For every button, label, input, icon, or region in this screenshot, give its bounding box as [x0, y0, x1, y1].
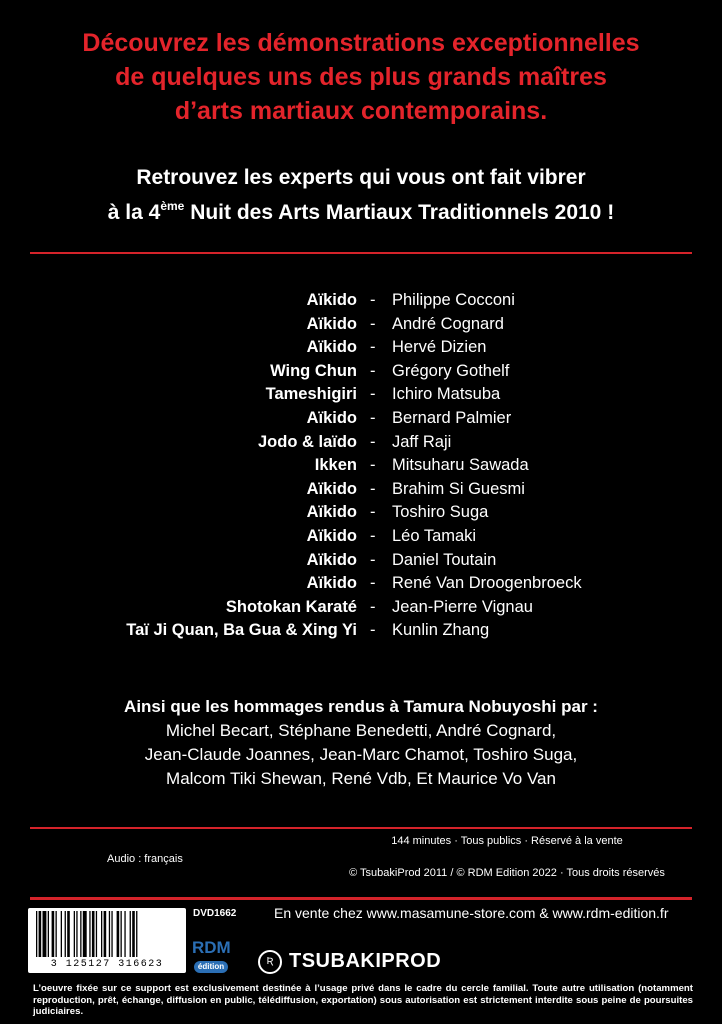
subhead-line-2-prefix: à la 4 — [107, 201, 161, 224]
subhead-line-2 — [0, 195, 722, 230]
roster-master-name: André Cognard — [392, 314, 504, 333]
roster-master-name: Jaff Raji — [392, 432, 452, 451]
roster-separator: - — [370, 408, 376, 427]
roster-discipline: Taï Ji Quan, Ba Gua & Xing Yi — [126, 621, 357, 640]
roster-row — [0, 572, 722, 596]
tsubaki-emblem-glyph: Ʀ — [266, 956, 274, 967]
barcode-bar — [52, 911, 55, 957]
roster-separator: - — [370, 456, 376, 475]
roster-master-name: Kunlin Zhang — [392, 621, 490, 640]
copyright-info: © TsubakiProd 2011 / © RDM Edition 2022 · Tous droits réservés — [349, 867, 665, 879]
barcode-bar — [89, 911, 90, 957]
runtime-info: 144 minutes · Tous publics · Réservé à la vente — [391, 835, 623, 847]
roster-separator: - — [370, 314, 376, 333]
roster-row — [0, 383, 722, 407]
barcode-bar — [83, 911, 87, 957]
headline-line: de quelques uns des plus grands maîtres — [115, 63, 607, 91]
roster-row — [0, 289, 722, 313]
roster-separator: - — [370, 361, 376, 380]
roster-discipline: Aïkido — [306, 338, 357, 357]
roster-master-name: Mitsuharu Sawada — [392, 456, 529, 475]
roster-row — [0, 596, 722, 620]
roster-separator: - — [370, 550, 376, 569]
roster-separator: - — [370, 526, 376, 545]
barcode-bar — [96, 911, 97, 957]
roster-discipline: Aïkido — [306, 503, 357, 522]
roster-separator: - — [370, 621, 376, 640]
roster-row — [0, 336, 722, 360]
roster-master-name: Hervé Dizien — [392, 338, 487, 357]
roster-separator: - — [370, 479, 376, 498]
roster-master-name: Philippe Cocconi — [392, 291, 515, 309]
roster-row — [0, 431, 722, 455]
barcode — [28, 908, 186, 973]
headline-line: Découvrez les démonstrations exceptionnelles — [82, 29, 640, 57]
roster-master-name: Grégory Gothelf — [392, 361, 510, 380]
roster-master-name: René Van Droogenbroeck — [392, 574, 582, 593]
roster-master-name: Léo Tamaki — [392, 526, 477, 545]
roster-row — [0, 549, 722, 573]
subhead-line-1: Retrouvez les experts qui vous ont fait vibrer — [136, 166, 586, 189]
barcode-bar — [104, 911, 107, 957]
divider-middle — [30, 827, 692, 829]
roster-discipline: Ikken — [314, 456, 357, 475]
barcode-bar — [111, 911, 112, 957]
roster-discipline: Shotokan Karaté — [225, 597, 357, 616]
roster-discipline: Aïkido — [306, 291, 357, 309]
barcode-bar — [67, 911, 70, 957]
tribute-line: Michel Becart, Stéphane Benedetti, André Cognard, — [165, 721, 557, 740]
barcode-bar — [74, 911, 75, 957]
barcode-bars — [34, 911, 180, 959]
tribute-line: Malcom Tiki Shewan, René Vdb, Et Maurice Vo Van — [166, 769, 556, 788]
divider-bottom — [30, 897, 692, 900]
ordinal-superscript: ème — [160, 199, 185, 213]
roster-discipline: Jodo & laïdo — [258, 432, 357, 451]
barcode-bar — [36, 911, 37, 957]
roster-discipline: Aïkido — [306, 314, 357, 333]
roster-row — [0, 619, 722, 643]
roster-separator: - — [370, 503, 376, 522]
roster-master-name: Toshiro Suga — [392, 503, 489, 522]
barcode-bar — [65, 911, 66, 957]
roster-row — [0, 525, 722, 549]
headline — [0, 26, 722, 128]
legal-notice: L’oeuvre fixée sur ce support est exclusivement destinée à l’usage privé dans le cadre du cercle familial. Toute autre utilisation (notamment reproduction, prêt, échange, diffusion en public, télédiffusion, exportation) sous autorisation est strictement interdite sous peine de poursuites judiciaires. — [33, 983, 693, 1017]
barcode-number: 3 125127 316623 — [50, 959, 164, 970]
roster-discipline: Aïkido — [306, 479, 357, 498]
subhead-line-2-suffix: Nuit des Arts Martiaux Traditionnels 2010 ! — [184, 201, 615, 224]
roster-discipline: Aïkido — [306, 550, 357, 569]
barcode-bar — [48, 911, 49, 957]
barcode-bar — [61, 911, 62, 957]
roster-separator: - — [370, 574, 376, 593]
tribute-names — [0, 719, 722, 791]
roster-discipline: Wing Chun — [270, 361, 357, 380]
barcode-bar — [109, 911, 110, 957]
roster-row — [0, 313, 722, 337]
headline-line: d’arts martiaux contemporains. — [174, 97, 548, 125]
roster-row — [0, 360, 722, 384]
roster-master-name: Jean-Pierre Vignau — [392, 597, 533, 616]
roster-master-name: Brahim Si Guesmi — [392, 479, 525, 498]
barcode-bar — [76, 911, 77, 957]
roster-row — [0, 454, 722, 478]
roster-row — [0, 407, 722, 431]
roster-master-name: Ichiro Matsuba — [392, 385, 501, 404]
roster-row — [0, 478, 722, 502]
roster-separator: - — [370, 291, 376, 309]
roster-list — [0, 289, 722, 643]
barcode-bar — [136, 911, 137, 957]
tsubaki-brand-name: TSUBAKIPROD — [289, 950, 442, 972]
roster-discipline: Tameshigiri — [265, 385, 357, 404]
tribute-line: Jean-Claude Joannes, Jean-Marc Chamot, Toshiro Suga, — [144, 745, 578, 764]
audio-language: Audio : français — [107, 853, 183, 865]
rdm-edition-logo — [192, 938, 230, 976]
roster-master-name: Bernard Palmier — [392, 408, 512, 427]
roster-separator: - — [370, 432, 376, 451]
rdm-logo-badge: édition — [194, 961, 228, 973]
barcode-bar — [80, 911, 81, 957]
rdm-logo-text: RDM — [192, 938, 231, 957]
roster-master-name: Daniel Toutain — [392, 550, 497, 569]
roster-discipline: Aïkido — [306, 526, 357, 545]
barcode-bar — [101, 911, 102, 957]
tribute-block — [0, 695, 722, 791]
barcode-bar — [117, 911, 120, 957]
barcode-bar — [124, 911, 125, 957]
roster-separator: - — [370, 385, 376, 404]
roster-separator: - — [370, 597, 376, 616]
divider-top — [30, 252, 692, 254]
tribute-lead: Ainsi que les hommages rendus à Tamura Nobuyoshi par : — [124, 697, 598, 716]
subheadline — [0, 160, 722, 230]
roster-discipline: Aïkido — [306, 574, 357, 593]
roster-row — [0, 501, 722, 525]
barcode-bar — [132, 911, 135, 957]
barcode-bar — [39, 911, 42, 957]
barcode-bar — [43, 911, 47, 957]
roster-discipline: Aïkido — [306, 408, 357, 427]
barcode-bar — [130, 911, 131, 957]
dvd-code: DVD1662 — [193, 908, 237, 919]
barcode-bar — [92, 911, 95, 957]
barcode-bar — [56, 911, 57, 957]
barcode-bar — [121, 911, 122, 957]
sale-websites: En vente chez www.masamune-store.com & www.rdm-edition.fr — [274, 905, 669, 921]
tsubaki-emblem-icon — [258, 950, 282, 974]
roster-separator: - — [370, 338, 376, 357]
